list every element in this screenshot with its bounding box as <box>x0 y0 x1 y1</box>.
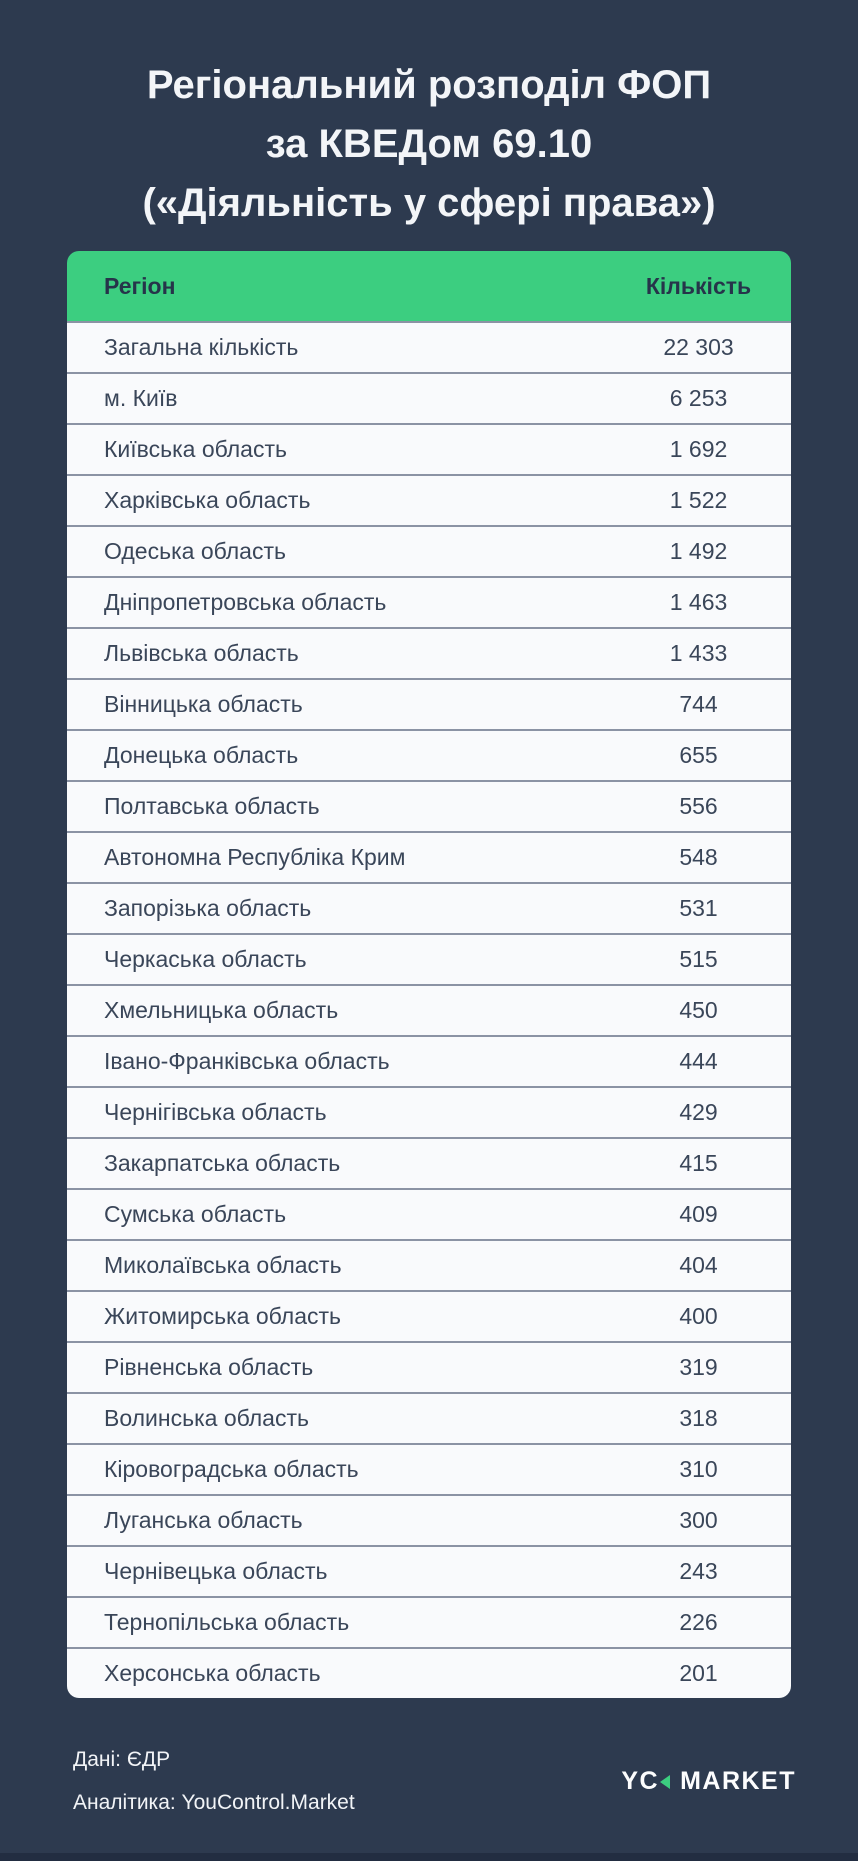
count-cell: 548 <box>679 844 718 870</box>
count-cell: 1 692 <box>669 436 728 462</box>
region-cell: Загальна кількість <box>104 334 299 360</box>
table-row <box>67 1188 791 1239</box>
region-cell: Вінницька область <box>104 691 303 717</box>
table-row <box>67 1494 791 1545</box>
count-cell: 310 <box>679 1456 718 1482</box>
table-row <box>67 1443 791 1494</box>
region-cell: Київська область <box>104 436 287 462</box>
region-cell: Луганська область <box>104 1507 303 1533</box>
count-cell: 450 <box>679 997 718 1023</box>
table-row <box>67 1392 791 1443</box>
title-line-3: («Діяльність у сфері права») <box>142 181 716 225</box>
table-row <box>67 933 791 984</box>
table-row <box>67 321 791 372</box>
table-header-row <box>67 251 791 321</box>
count-cell: 415 <box>679 1150 718 1176</box>
count-cell: 243 <box>679 1558 718 1584</box>
region-cell: Кіровоградська область <box>104 1456 359 1482</box>
count-cell: 400 <box>679 1303 718 1329</box>
region-cell: Тернопільська область <box>104 1609 350 1635</box>
analytics-label: Аналітика: YouControl.Market <box>73 1791 355 1814</box>
table-row <box>67 1596 791 1647</box>
table-row <box>67 678 791 729</box>
table-row <box>67 1086 791 1137</box>
region-cell: Полтавська область <box>104 793 320 819</box>
count-cell: 1 463 <box>669 589 728 615</box>
yc-market-logo <box>621 1767 796 1796</box>
table-row <box>67 729 791 780</box>
count-cell: 444 <box>679 1048 718 1074</box>
count-cell: 319 <box>679 1354 718 1380</box>
logo-triangle-icon <box>660 1775 670 1789</box>
region-cell: Чернівецька область <box>104 1558 328 1584</box>
count-cell: 201 <box>679 1660 718 1686</box>
region-cell: Житомирська область <box>104 1303 341 1329</box>
region-cell: Харківська область <box>104 487 311 513</box>
count-cell: 655 <box>679 742 718 768</box>
region-cell: Волинська область <box>104 1405 309 1431</box>
table-row <box>67 1647 791 1698</box>
region-cell: Хмельницька область <box>104 997 339 1023</box>
table-row <box>67 882 791 933</box>
data-source-label: Дані: ЄДР <box>73 1748 171 1771</box>
count-cell: 1 492 <box>669 538 728 564</box>
count-cell: 1 433 <box>669 640 728 666</box>
region-cell: Івано-Франківська область <box>104 1048 390 1074</box>
count-cell: 22 303 <box>663 334 734 360</box>
region-cell: Миколаївська область <box>104 1252 342 1278</box>
table-row <box>67 1545 791 1596</box>
table-row <box>67 474 791 525</box>
region-cell: Запорізька область <box>104 895 312 921</box>
table-row <box>67 525 791 576</box>
count-cell: 515 <box>679 946 718 972</box>
count-cell: 1 522 <box>669 487 728 513</box>
footer-source-block <box>73 1738 355 1824</box>
region-cell: Дніпропетровська область <box>104 589 387 615</box>
region-cell: Автономна Республіка Крим <box>104 844 406 870</box>
region-cell: Львівська область <box>104 640 299 666</box>
table-row <box>67 1035 791 1086</box>
table-row <box>67 984 791 1035</box>
page-title <box>0 0 858 233</box>
count-cell: 744 <box>679 691 718 717</box>
table-row <box>67 1137 791 1188</box>
region-cell: Закарпатська область <box>104 1150 341 1176</box>
table-row <box>67 1341 791 1392</box>
logo-market-text: MARKET <box>680 1766 796 1795</box>
count-cell: 429 <box>679 1099 718 1125</box>
region-cell: Черкаська область <box>104 946 307 972</box>
count-cell: 300 <box>679 1507 718 1533</box>
table-row <box>67 627 791 678</box>
count-cell: 531 <box>679 895 718 921</box>
table-row <box>67 1290 791 1341</box>
region-table <box>67 251 791 1698</box>
logo-yc-text: YC <box>621 1766 660 1795</box>
region-cell: Донецька область <box>104 742 299 768</box>
table-row <box>67 372 791 423</box>
table-row <box>67 831 791 882</box>
table-row <box>67 780 791 831</box>
table-row <box>67 576 791 627</box>
region-cell: Чернігівська область <box>104 1099 327 1125</box>
bottom-accent-strip <box>0 1853 858 1861</box>
count-cell: 404 <box>679 1252 718 1278</box>
region-cell: Рівненська область <box>104 1354 314 1380</box>
title-line-2: за КВЕДом 69.10 <box>265 122 593 166</box>
count-cell: 556 <box>679 793 718 819</box>
title-line-1: Регіональний розподіл ФОП <box>146 63 712 107</box>
region-cell: Херсонська область <box>104 1660 321 1686</box>
count-cell: 409 <box>679 1201 718 1227</box>
region-cell: Сумська область <box>104 1201 287 1227</box>
region-cell: Одеська область <box>104 538 286 564</box>
table-row <box>67 423 791 474</box>
region-cell: м. Київ <box>104 385 178 411</box>
count-cell: 226 <box>679 1609 718 1635</box>
count-cell: 6 253 <box>669 385 728 411</box>
count-cell: 318 <box>679 1405 718 1431</box>
footer <box>73 1738 796 1824</box>
table-body <box>67 321 791 1698</box>
column-header-count: Кількість <box>645 272 752 299</box>
table-row <box>67 1239 791 1290</box>
column-header-region: Регіон <box>104 272 176 299</box>
